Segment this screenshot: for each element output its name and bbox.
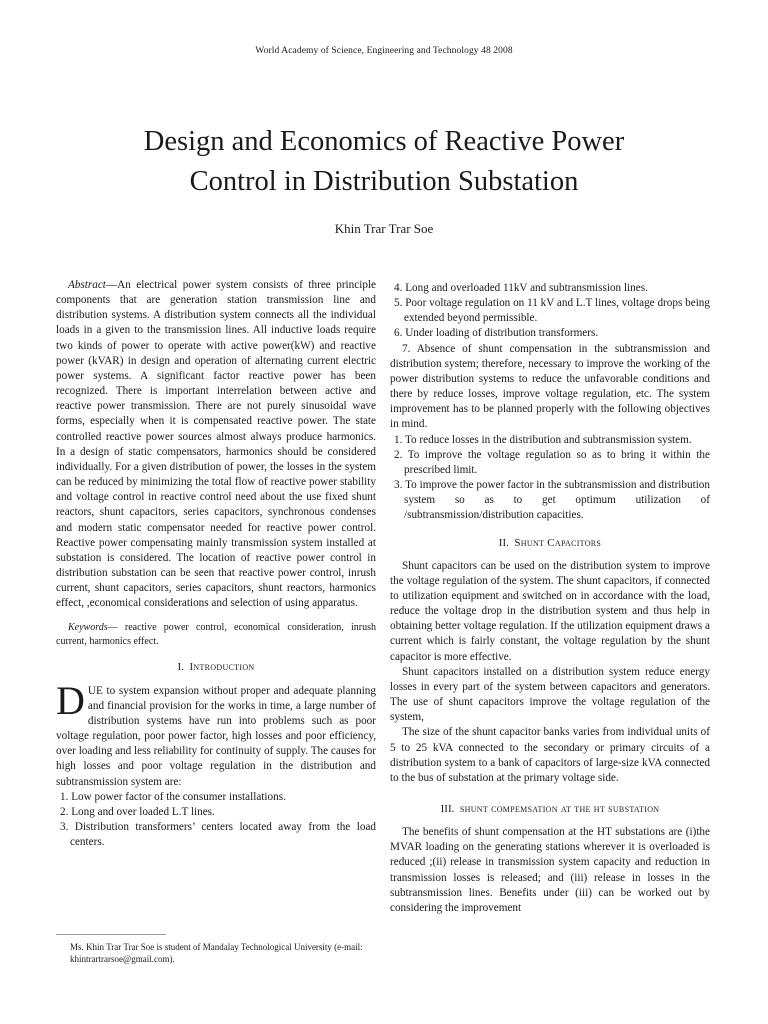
author: Khin Trar Trar Soe xyxy=(334,221,434,236)
objective-item: 3. To improve the power factor in the subtransmission and distribution system so as to get optimum utilization of /subtransmission/distribution capacities. xyxy=(394,479,710,522)
keywords-label: Keywords xyxy=(68,622,108,634)
paragraph: Shunt capacitors installed on a distribution system reduce energy losses in every part of the system between capacitors and generators. The use of shunt capacitors improve the voltage regulation of the system, xyxy=(390,665,710,724)
objective-item: 1. To reduce losses in the distribution and subtransmission system. xyxy=(394,433,692,446)
list-item: 6. Under loading of distribution transformers. xyxy=(394,327,599,340)
list-item: 5. Poor voltage regulation on 11 kV and L.T lines, voltage drops being extended beyond permissible. xyxy=(394,297,710,325)
abstract-text: —An electrical power system consists of three principle components that are generation station transmission line and distribution systems. A distribution system connects all the individual loads in a given to the transmission lines. All inductive loads require two kinds of power to operate with active power(kW) and reactive power (kVAR) in design and operation of alternating current electric power systems. A significant factor reactive power has been recognized. There is important interrelation between active and reactive power transmission. There are not purely sinusoidal wave forms, especially when it is compensated reactive power. The state controlled reactive power sources almost always produce harmonics. In a design of static compensators, harmonics should be considered individually. For a given distribution of power, the losses in the system can be reduced by minimizing the total flow of reactive power stability and voltage control in reactive control need about the use fixed shunt reactors, shunt capacitors, series capacitors, synchronous condenses and modern static compensator needed for reactive power control. Reactive power compensating mainly transmission system installed at substation is considered. The location of reactive power control in distribution substation can be seen that reactive power control, inrush current, shunt capacitors, series capacitors, shunt reactors, harmonics effect, ,economical considerations and selection of using apparatus. xyxy=(56,279,376,610)
list-item: 3. Distribution transformers’ centers located away from the load centers. xyxy=(60,821,376,849)
section-heading-introduction xyxy=(56,660,376,675)
title-line-2: Control in Distribution Substation xyxy=(189,166,579,197)
section-heading-ht-substation xyxy=(390,802,710,817)
footnote-rule xyxy=(56,934,166,935)
section-number: II. xyxy=(498,536,509,549)
paragraph: The size of the shunt capacitor banks varies from individual units of 5 to 25 kVA connected to the secondary or primary circuits of a distribution system to a bank of capacitors of large-size kVA connected to the bus of substation at the primary voltage side. xyxy=(390,726,710,784)
section-number: III. xyxy=(440,803,455,815)
section-title: Shunt Capacitors xyxy=(514,536,602,549)
list-item: 1. Low power factor of the consumer installations. xyxy=(60,790,286,803)
drop-cap: D xyxy=(56,677,85,723)
running-header: World Academy of Science, Engineering and Technology 48 2008 xyxy=(255,46,513,56)
paper-title xyxy=(0,122,768,202)
introduction-text: UE to system expansion without proper and adequate planning and financial provision for the works in time, a large number of distribution systems have run into problems such as poor voltage regulation, poor power factor, high losses and poor efficiency, over loading and less reliability for continuity of supply. The causes for high losses and poor voltage regulation in the distribution and subtransmission system are: xyxy=(56,684,376,788)
keywords-text: — reactive power control, economical consideration, inrush current, harmonics effect. xyxy=(56,622,376,647)
section-heading-shunt-capacitors xyxy=(390,536,710,551)
objective-item: 2. To improve the voltage regulation so as to bring it within the prescribed limit. xyxy=(394,448,710,476)
list-item: 4. Long and overloaded 11kV and subtransmission lines. xyxy=(394,282,648,294)
section-title: Introduction xyxy=(189,661,255,674)
footnote: Ms. Khin Trar Trar Soe is student of Mandalay Technological University (e-mail: khintrartrarsoe@gmail.com). xyxy=(70,942,363,964)
paragraph: Shunt capacitors can be used on the distribution system to improve the voltage regulation of the system. The shunt capacitors, if connected to utilization equipment and switched on in accordance with the load, reduce the voltage drop in the distribution system and thus help in obtaining better voltage regulation. If the utilization equipment draws a current which is fairly constant, the voltage regulation by the shunt capacitor is more effective. xyxy=(390,559,710,663)
introduction-paragraph xyxy=(56,677,376,790)
right-column xyxy=(390,281,710,916)
paragraph: The benefits of shunt compensation at the HT substations are (i)the MVAR loading on the generating stations wherever it is overloaded is reduced ;(ii) release in transmission system capacity and reduction in transmission losses is released; and (iii) release in losses in the subtransmission lines. Benefits under (iii) can be worked out by considering the improvement xyxy=(390,826,710,914)
list-item: 2. Long and over loaded L.T lines. xyxy=(60,805,215,818)
abstract xyxy=(56,278,376,611)
left-column xyxy=(56,278,376,850)
section-title: shunt compemsation at the ht substation xyxy=(459,803,660,815)
section-number: I. xyxy=(177,661,184,674)
list-item: 7. Absence of shunt compensation in the subtransmission and distribution system; therefore, necessary to improve the working of the power distribution systems to reduce the unfavorable conditions and there by reduce losses, improve voltage regulation, etc. The system improvement has to be planned properly with the following objectives in mind. xyxy=(390,342,710,431)
abstract-label: Abstract xyxy=(68,279,106,291)
title-line-1: Design and Economics of Reactive Power xyxy=(143,126,625,157)
keywords xyxy=(56,621,376,648)
